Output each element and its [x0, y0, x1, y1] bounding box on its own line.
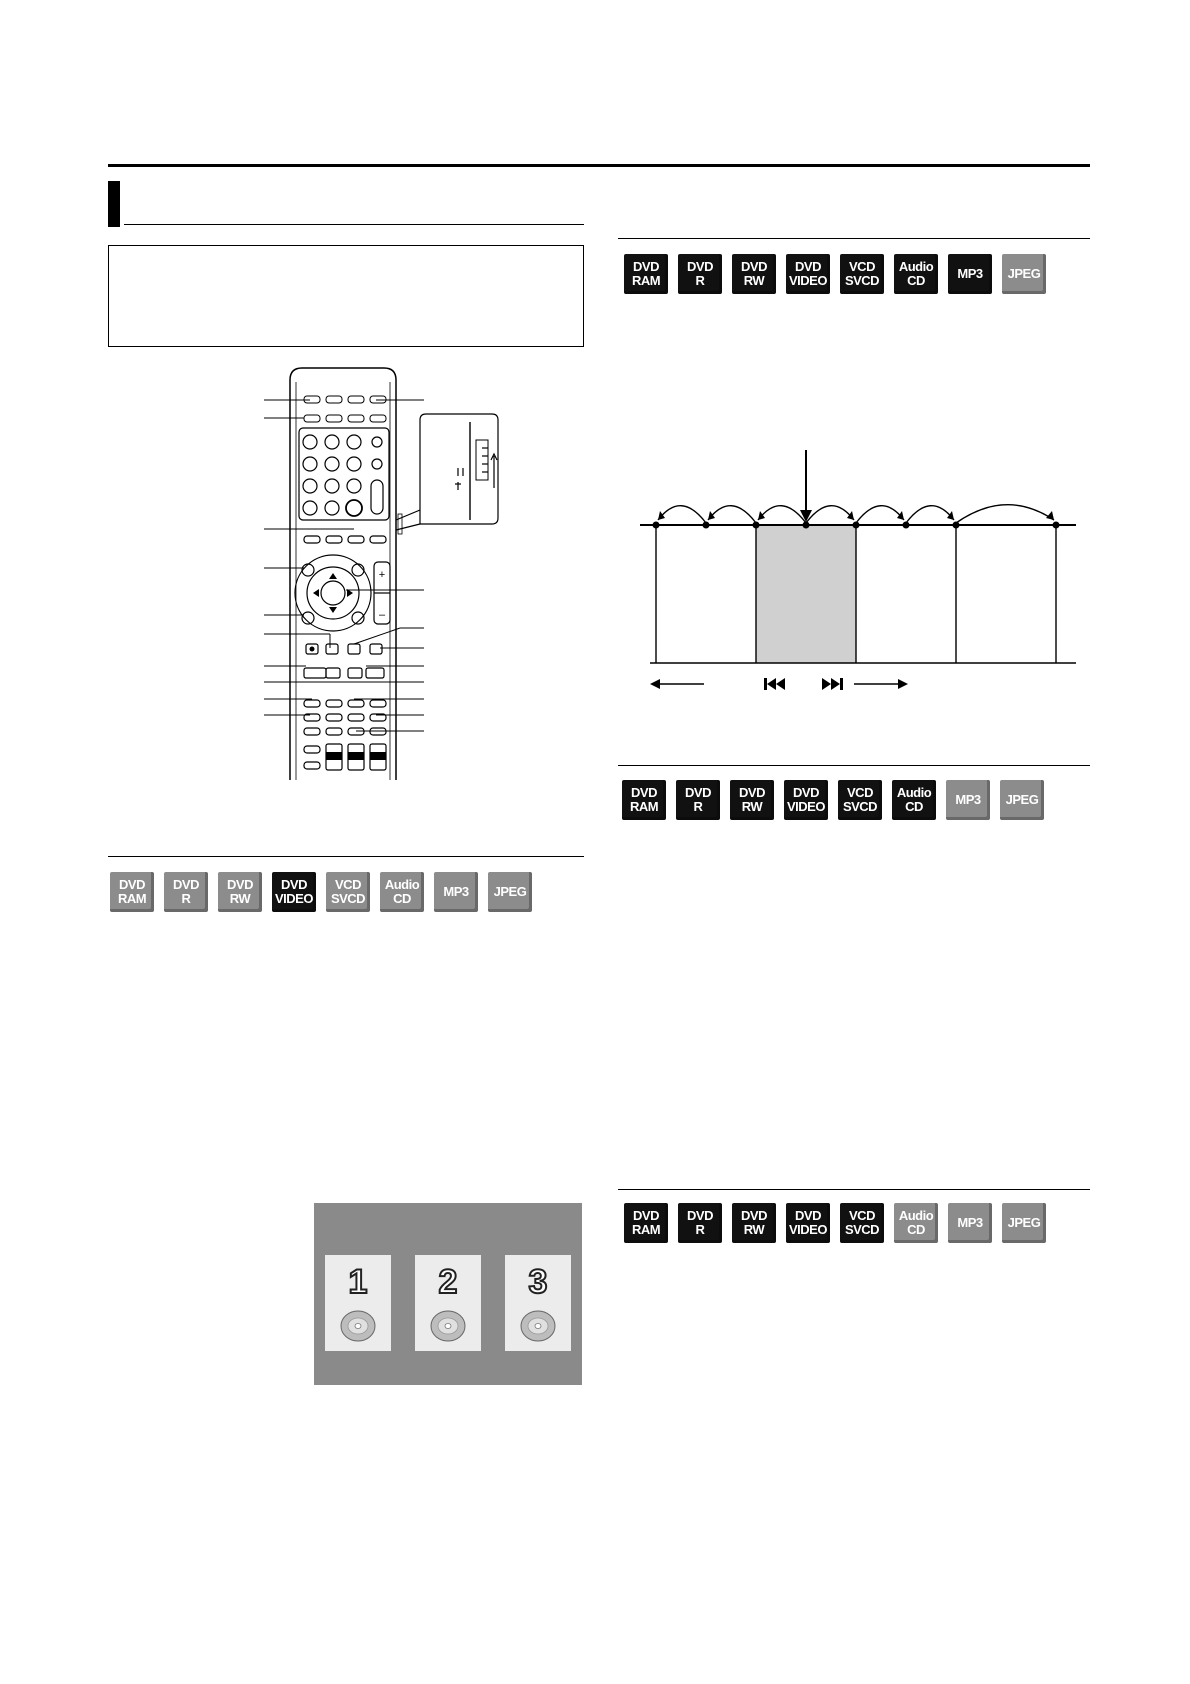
badge-vcd-svcd: VCD SVCD	[840, 254, 884, 294]
badge-vcd-svcd: VCD SVCD	[838, 780, 882, 820]
badge-dvd-ram: DVD RAM	[622, 780, 666, 820]
badge-dvd-r: DVD R	[678, 254, 722, 294]
section-rule-right-3	[618, 1189, 1090, 1190]
disc-icon	[429, 1307, 467, 1345]
tray-slot-number: 1	[348, 1263, 368, 1301]
disc-type-badges-row2	[622, 780, 1044, 820]
badge-dvd-r: DVD R	[676, 780, 720, 820]
badge-vcd-svcd: VCD SVCD	[326, 872, 370, 912]
badge-dvd-rw: DVD RW	[732, 254, 776, 294]
badge-audio-cd: Audio CD	[894, 254, 938, 294]
badge-mp3: MP3	[434, 872, 478, 912]
badge-audio-cd: Audio CD	[892, 780, 936, 820]
badge-dvd-ram: DVD RAM	[110, 872, 154, 912]
badge-dvd-ram: DVD RAM	[624, 1203, 668, 1243]
disc-type-badges-row4	[624, 1203, 1046, 1243]
section-rule-right-2	[618, 765, 1090, 766]
badge-dvd-video: DVD VIDEO	[272, 872, 316, 912]
skip-back-icon	[764, 678, 785, 690]
tray-slot-number: 3	[528, 1263, 548, 1301]
badge-mp3: MP3	[946, 780, 990, 820]
badge-dvd-video: DVD VIDEO	[786, 1203, 830, 1243]
badge-dvd-r: DVD R	[164, 872, 208, 912]
badge-audio-cd: Audio CD	[380, 872, 424, 912]
section-rule-left-1	[108, 856, 584, 857]
current-chapter-highlight	[756, 525, 856, 663]
badge-jpeg: JPEG	[488, 872, 532, 912]
volume-minus-label: –	[378, 609, 386, 621]
badge-vcd-svcd: VCD SVCD	[840, 1203, 884, 1243]
badge-dvd-video: DVD VIDEO	[784, 780, 828, 820]
disc-tray-graphic	[314, 1203, 582, 1385]
volume-plus-label: +	[378, 569, 386, 581]
badge-mp3: MP3	[948, 1203, 992, 1243]
tray-slot-1	[325, 1255, 391, 1351]
badge-dvd-ram: DVD RAM	[624, 254, 668, 294]
disc-icon	[339, 1307, 377, 1345]
tray-slot-2	[415, 1255, 481, 1351]
tray-slot-number: 2	[438, 1263, 458, 1301]
skip-forward-icon	[822, 678, 843, 690]
disc-type-badges-row1	[624, 254, 1046, 294]
badge-dvd-rw: DVD RW	[218, 872, 262, 912]
badge-mp3: MP3	[948, 254, 992, 294]
chapter-skip-diagram	[640, 440, 1080, 690]
section-rule-right-1	[618, 238, 1090, 239]
badge-dvd-rw: DVD RW	[732, 1203, 776, 1243]
badge-jpeg: JPEG	[1002, 1203, 1046, 1243]
tray-slot-3	[505, 1255, 571, 1351]
badge-dvd-rw: DVD RW	[730, 780, 774, 820]
disc-type-badges-row3	[110, 872, 532, 912]
disc-icon	[519, 1307, 557, 1345]
badge-dvd-r: DVD R	[678, 1203, 722, 1243]
badge-jpeg: JPEG	[1000, 780, 1044, 820]
badge-audio-cd: Audio CD	[894, 1203, 938, 1243]
badge-dvd-video: DVD VIDEO	[786, 254, 830, 294]
badge-jpeg: JPEG	[1002, 254, 1046, 294]
